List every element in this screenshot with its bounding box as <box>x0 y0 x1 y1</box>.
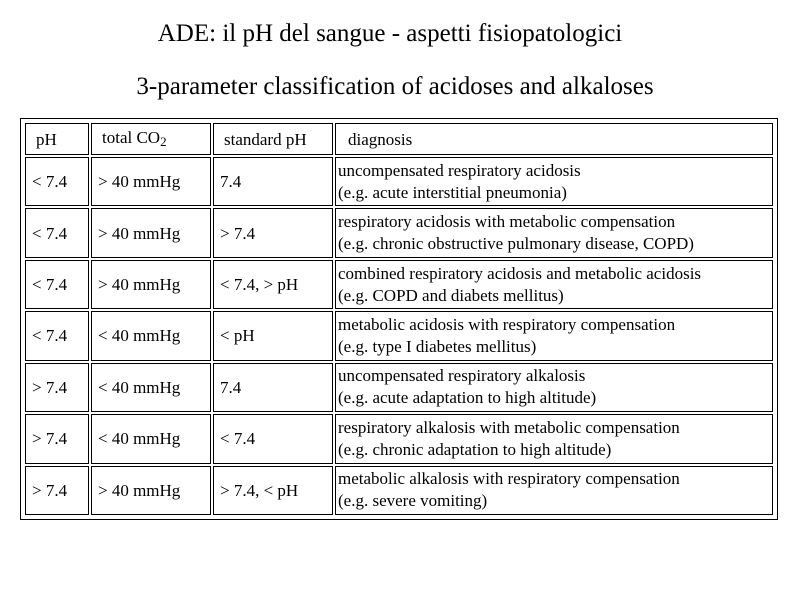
diagnosis-text: metabolic alkalosis with respiratory compensation <box>338 469 680 489</box>
cell-ph: < 7.4 <box>25 311 89 360</box>
table-row <box>25 414 773 463</box>
diagnosis-text: respiratory alkalosis with metabolic compensation <box>338 417 680 437</box>
cell-ph: < 7.4 <box>25 260 89 309</box>
diagnosis-text: uncompensated respiratory acidosis <box>338 160 581 180</box>
cell-total-co2: < 40 mmHg <box>91 363 211 412</box>
classification-table-frame <box>20 118 778 520</box>
diagnosis-example: (e.g. chronic adaptation to high altitude) <box>338 439 612 459</box>
cell-diagnosis <box>335 157 773 206</box>
diagnosis-example: (e.g. severe vomiting) <box>338 491 488 511</box>
diagnosis-example: (e.g. chronic obstructive pulmonary disease, COPD) <box>338 234 694 254</box>
cell-ph: < 7.4 <box>25 208 89 257</box>
cell-diagnosis <box>335 260 773 309</box>
cell-ph: > 7.4 <box>25 466 89 515</box>
table-row <box>25 311 773 360</box>
table-body <box>25 157 773 515</box>
table-row <box>25 466 773 515</box>
cell-standard-ph: > 7.4, < pH <box>213 466 333 515</box>
header-ph: pH <box>25 123 89 155</box>
header-diagnosis: diagnosis <box>335 123 773 155</box>
page-title: ADE: il pH del sangue - aspetti fisiopatologici <box>157 20 623 47</box>
table-header-row <box>25 123 773 155</box>
classification-table <box>23 121 775 517</box>
cell-total-co2: > 40 mmHg <box>91 157 211 206</box>
diagnosis-example: (e.g. acute adaptation to high altitude) <box>338 388 597 408</box>
diagnosis-text: metabolic acidosis with respiratory compensation <box>338 314 676 334</box>
table-row <box>25 260 773 309</box>
cell-total-co2: > 40 mmHg <box>91 260 211 309</box>
cell-standard-ph: 7.4 <box>213 363 333 412</box>
cell-total-co2: > 40 mmHg <box>91 208 211 257</box>
header-standard-ph: standard pH <box>213 123 333 155</box>
cell-diagnosis <box>335 466 773 515</box>
diagnosis-example: (e.g. COPD and diabets mellitus) <box>338 285 564 305</box>
cell-ph: > 7.4 <box>25 414 89 463</box>
page-subtitle: 3-parameter classification of acidoses and alkaloses <box>136 73 654 100</box>
diagnosis-example: (e.g. acute interstitial pneumonia) <box>338 182 567 202</box>
cell-standard-ph: < pH <box>213 311 333 360</box>
cell-total-co2: < 40 mmHg <box>91 311 211 360</box>
diagnosis-example: (e.g. type I diabetes mellitus) <box>338 336 537 356</box>
table-row <box>25 363 773 412</box>
table-row <box>25 157 773 206</box>
cell-diagnosis <box>335 363 773 412</box>
table-row <box>25 208 773 257</box>
cell-standard-ph: 7.4 <box>213 157 333 206</box>
cell-ph: < 7.4 <box>25 157 89 206</box>
cell-diagnosis <box>335 414 773 463</box>
cell-standard-ph: < 7.4, > pH <box>213 260 333 309</box>
cell-total-co2: > 40 mmHg <box>91 466 211 515</box>
cell-standard-ph: > 7.4 <box>213 208 333 257</box>
cell-total-co2: < 40 mmHg <box>91 414 211 463</box>
header-total-co2 <box>91 123 211 155</box>
header-co2-text: total CO <box>102 127 161 147</box>
header-co2-subscript: 2 <box>160 133 167 149</box>
cell-ph: > 7.4 <box>25 363 89 412</box>
cell-diagnosis <box>335 311 773 360</box>
cell-standard-ph: < 7.4 <box>213 414 333 463</box>
diagnosis-text: combined respiratory acidosis and metabolic acidosis <box>338 263 702 283</box>
cell-diagnosis <box>335 208 773 257</box>
diagnosis-text: respiratory acidosis with metabolic compensation <box>338 212 676 232</box>
diagnosis-text: uncompensated respiratory alkalosis <box>338 366 586 386</box>
